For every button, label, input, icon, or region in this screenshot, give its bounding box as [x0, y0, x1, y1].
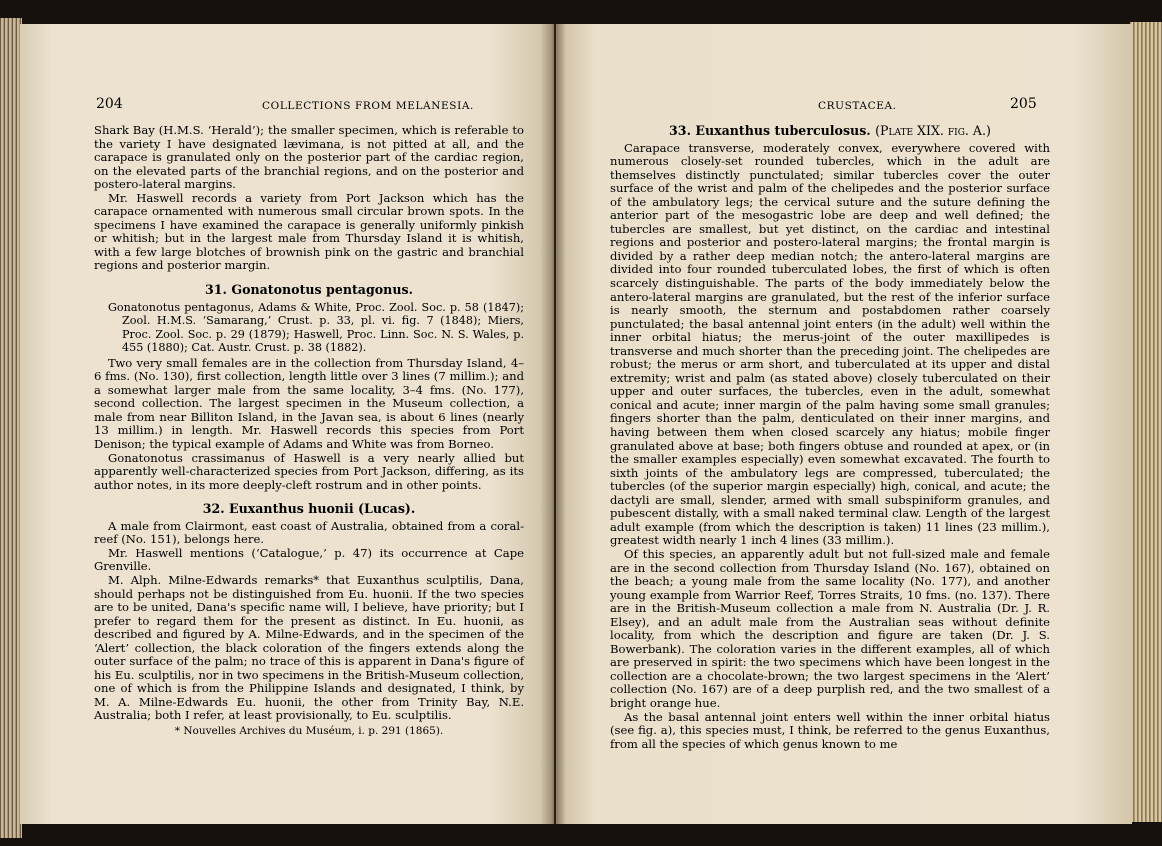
paragraph: A male from Clairmont, east coast of Australia, obtained from a coral-reef (No. 151), belongs here. — [94, 518, 524, 547]
section-heading: 31. Gonatonotus pentagonus. — [205, 282, 413, 298]
paragraph: Two very small females are in the collection from Thursday Island, 4–6 fms. (No. 130), first collection, length little over 3 lines (7 millim.); and a somewhat larger male from the same locality, 3–4 fms. (No. 177), second collection. The largest specimen in the Museum collection, a male from near Billiton Island, in the Javan sea, is about 6 lines (nearly 13 millim.) in length. Mr. Haswell records this species from Port Denison; the typical example of Adams and White was from Borneo. — [94, 355, 524, 452]
paragraph: Gonatonotus crassimanus of Haswell is a very nearly allied but apparently well-characterized species from Port Jackson, differing, as its author notes, in its more deeply-cleft rostrum and in other points. — [94, 450, 524, 492]
paragraph: Shark Bay (H.M.S. ‘Herald’); the smaller specimen, which is referable to the variety I have designated lævimana, is not pitted at all, and the carapace is granulated only on the posterior part of the cardiac region, on the elevated parts of the branchial regions, and on the posterior and postero-lateral margins. — [94, 123, 524, 192]
section-heading: 32. Euxanthus huonii (Lucas). — [202, 501, 416, 517]
book-edge-left — [0, 18, 22, 838]
paragraph: M. Alph. Milne-Edwards remarks* that Euxanthus sculptilis, Dana, should perhaps not be distinguished from Eu. huonii. If the two species are to be united, Dana's specific name will, I believe, have priority; but I prefer to regard them for the present as distinct. In Eu. huonii, as described and figured by A. Milne-Edwards, and in the specimen of the ‘Alert’ collection, the black coloration of the fingers extends along the outer surface of the palm; no trace of this is apparent in Dana's figure of his Eu. sculptilis, nor in two specimens in the British-Museum collection, one of which is from the Philippine Islands and designated, I think, by M. A. Milne-Edwards Eu. huonii, the other from Trinity Bay, N.E. Australia; both I refer, at least provisionally, to Eu. sculptilis. — [94, 572, 524, 723]
book-gutter — [540, 24, 566, 824]
section-title: 33. Euxanthus tuberculosus. — [669, 123, 871, 138]
paragraph: Carapace transverse, moderately convex, everywhere covered with numerous closely-set rounded tubercles, which in the adult are themselves distinctly punctulated; similar tubercles cover the outer surface of the wrist and palm of the chelipedes and the posterior surface of the ambulatory legs; the cervical suture and the suture defining the anterior part of the mesogastric lobe are deep and well defined; the tubercles are smallest, but yet distinct, on the cardiac and intestinal regions and posterior and postero-lateral margins; the frontal margin is divided by a rather deep median notch; the antero-lateral margins are divided into four rounded tuberculated lobes, the first of which is often scarcely distinguishable. The parts of the body immediately below the antero-lateral margins are granulated, but the rest of the inferior surface is nearly smooth, the sternum and postabdomen rather coarsely punctulated; the basal antennal joint enters (in the adult) well within the inner orbital hiatus; the merus-joint of the outer maxillipedes is transverse and much shorter than the preceding joint. The chelipedes are robust; the merus or arm short, and tuberculated at its upper and distal extremity; wrist and palm (as stated above) closely tuberculated on their upper and outer surfaces, the tubercles, even in the adult, somewhat conical and acute; inner margin of the palm having some small granules; fingers shorter than the palm, denticulated on their inner margins, and having between them when closed scarcely any hiatus; mobile finger granulated above at base; both fingers obtuse and rounded at apex, or (in the smaller examples especially) even somewhat excavated. The fourth to sixth joints of the ambulatory legs are compressed, tuberculated; the tubercles (of the superior margin especially) high, conical, and acute; the dactyli are small, slender, armed with small subspiniform granules, and pubescent distally, with a small naked terminal claw. Length of the largest adult example (from which the description is taken) 11 lines (23 millim.), greatest width nearly 1 inch 4 lines (33 millim.). — [610, 140, 1050, 548]
plate-reference: (Plate XIX. fig. A.) — [875, 123, 991, 138]
left-running-head: COLLECTIONS FROM MELANESIA. — [262, 100, 474, 112]
paragraph: Mr. Haswell records a variety from Port Jackson which has the carapace ornamented with numerous small circular brown spots. In the specimens I have examined the carapace is generally uniformly pinkish or whitish; but in the largest male from Thursday Island it is whitish, with a few large blotches of brownish pink on the gastric and branchial regions and posterior margin. — [94, 190, 524, 273]
paragraph: Mr. Haswell mentions (‘Catalogue,’ p. 47) its occurrence at Cape Grenville. — [94, 545, 524, 574]
paragraph: Of this species, an apparently adult but not full-sized male and female are in the second collection from Thursday Island (No. 167), obtained on the beach; a young male from the same locality (No. 177), and another young example from Warrior Reef, Torres Straits, 10 fms. (no. 137). There are in the British-Museum collection a male from N. Australia (Dr. J. R. Elsey), and an adult male from the Australian seas without definite locality, from which the description and figure are taken (Dr. J. S. Bowerbank). The coloration varies in the different examples, all of which are preserved in spirit: the two specimens which have been longest in the collection are a chocolate-brown; the two largest specimens in the ‘Alert’ collection (No. 167) are of a deep purplish red, and the two smallest of a bright orange hue. — [610, 546, 1050, 710]
book-edge-right — [1130, 22, 1162, 822]
paragraph: As the basal antennal joint enters well within the inner orbital hiatus (see fig. a), this species must, I think, be referred to the genus Euxanthus, from all the species of which genus known to me — [610, 709, 1050, 751]
right-page-body — [610, 124, 1050, 751]
footnote: * Nouvelles Archives du Muséum, i. p. 291 (1865). — [174, 724, 444, 737]
right-page-number: 205 — [1010, 96, 1037, 112]
left-page-body — [94, 124, 524, 739]
section-heading — [610, 124, 1050, 138]
right-running-head: CRUSTACEA. — [818, 100, 897, 112]
left-page-number: 204 — [96, 96, 123, 112]
synonymy: Gonatonotus pentagonus, Adams & White, Proc. Zool. Soc. p. 58 (1847); Zool. H.M.S. ‘Samarang,’ Crust. p. 33, pl. vi. fig. 7 (1848); Miers, Proc. Zool. Soc. p. 29 (1879); Haswell, Proc. Linn. Soc. N. S. Wales, p. 455 (1880); Cat. Austr. Crust. p. 38 (1882). — [108, 300, 524, 355]
